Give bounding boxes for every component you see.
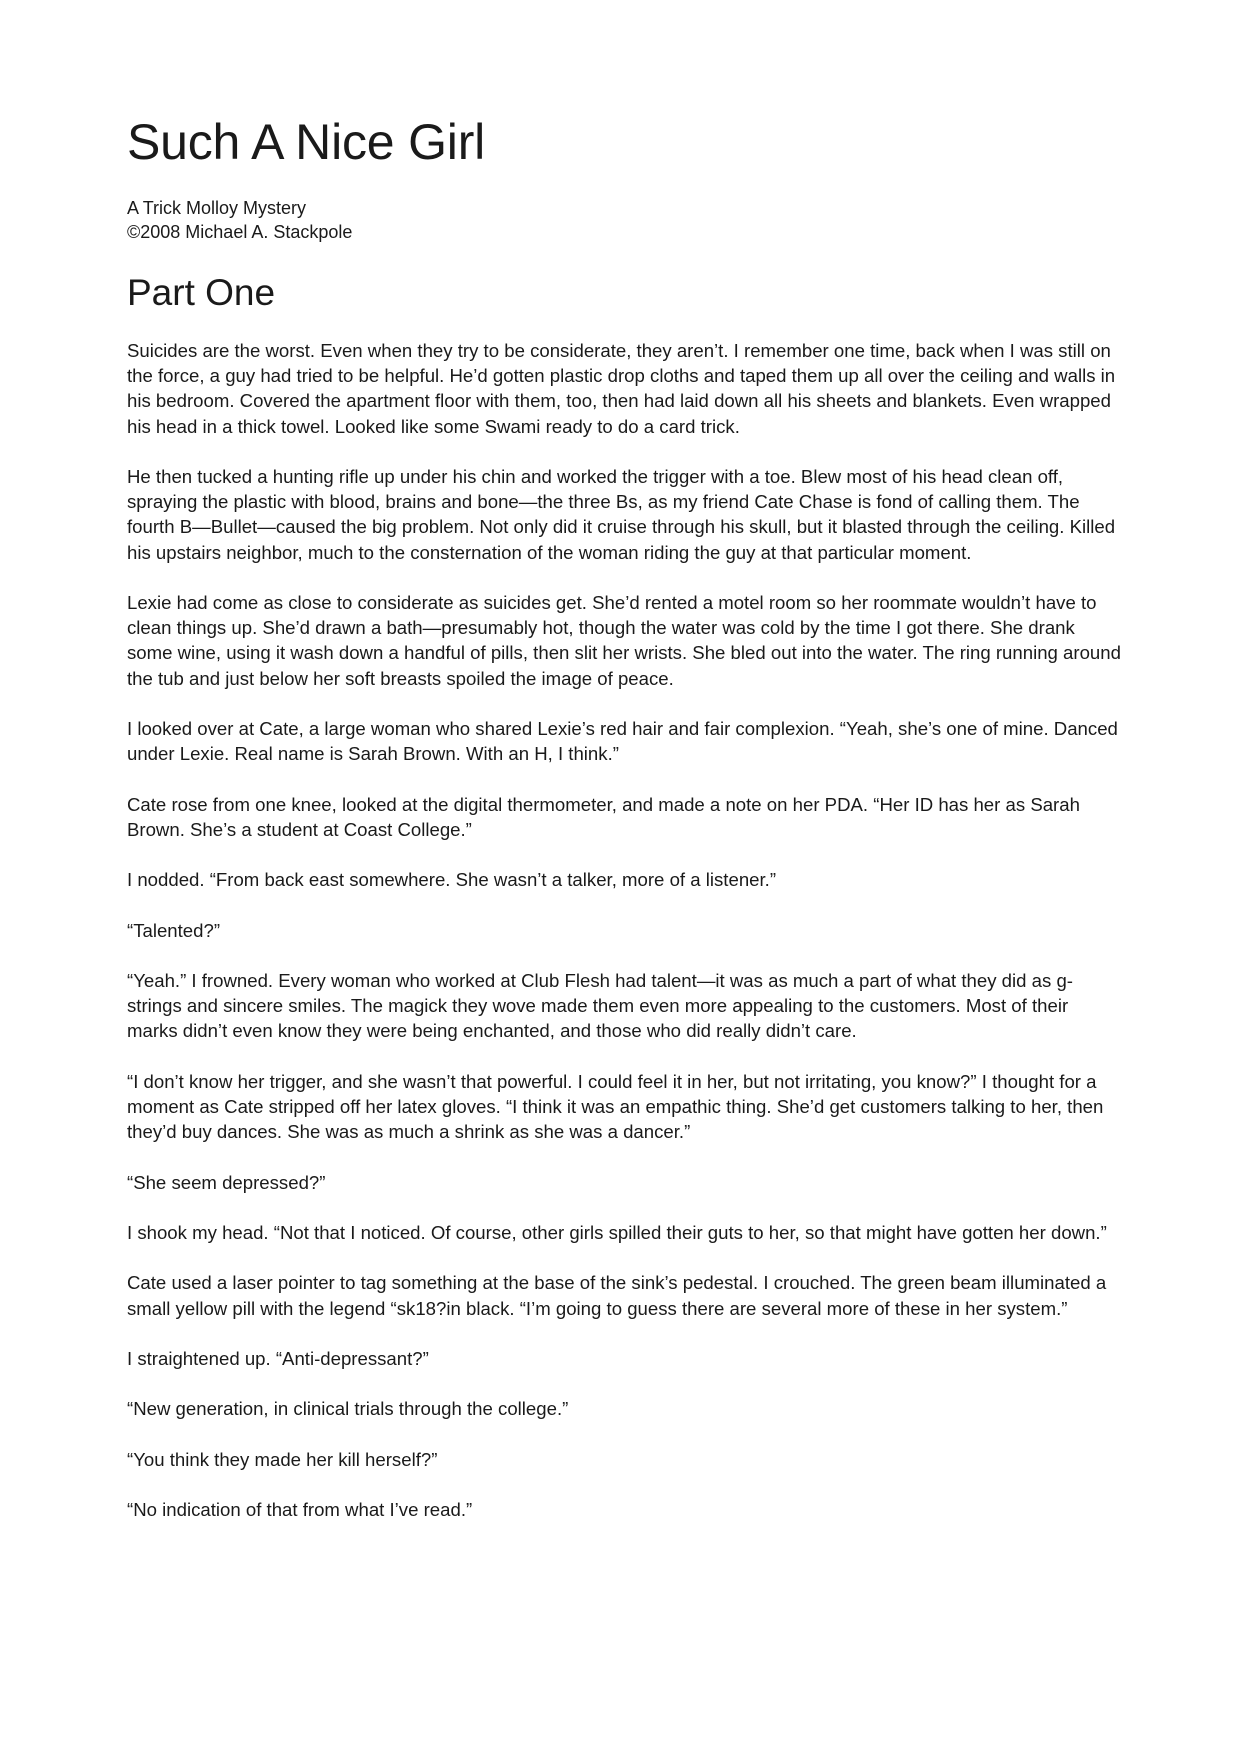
paragraph: “New generation, in clinical trials through the college.” — [127, 1398, 569, 1420]
byline-block — [127, 196, 1122, 244]
paragraph: Lexie had come as close to considerate as suicides get. She’d rented a motel room so her roommate wouldn’t have to clean things up. She’d drawn a bath—presumably hot, though the water was cold by the time I got there. She drank some wine, using it wash down a handful of pills, then slit her wrists. She bled out into the water. The ring running around the tub and just below her soft breasts spoiled the image of peace. — [127, 592, 1121, 689]
paragraph: I nodded. “From back east somewhere. She wasn’t a talker, more of a listener.” — [127, 869, 777, 891]
paragraph: “Talented?” — [127, 919, 221, 941]
copyright-line: ©2008 Michael A. Stackpole — [127, 222, 353, 242]
paragraph: I straightened up. “Anti-depressant?” — [127, 1347, 429, 1369]
paragraph: He then tucked a hunting rifle up under his chin and worked the trigger with a toe. Blew most of his head clean off, spraying the plastic with blood, brains and bone—the three Bs, as my friend Cate Chase is fond of calling them. The fourth B—Bullet—caused the big problem. Not only did it cruise through his skull, but it blasted through the ceiling. Killed his upstairs neighbor, much to the consternation of the woman riding the guy at that particular moment. — [127, 466, 1116, 563]
body-text — [127, 338, 1122, 1522]
paragraph: “I don’t know her trigger, and she wasn’t that powerful. I could feel it in her, but not irritating, you know?” I thought for a moment as Cate stripped off her latex gloves. “I think it was an empathic thing. She’d get customers talking to her, then they’d buy dances. She was as much a shrink as she was a dancer.” — [127, 1070, 1104, 1143]
document-title: Such A Nice Girl — [127, 114, 486, 170]
paragraph: I shook my head. “Not that I noticed. Of course, other girls spilled their guts to her, so that might have gotten her down.” — [127, 1221, 1107, 1243]
paragraph: I looked over at Cate, a large woman who shared Lexie’s red hair and fair complexion. “Yeah, she’s one of mine. Danced under Lexie. Real name is Sarah Brown. With an H, I think.” — [127, 718, 1118, 765]
paragraph: Suicides are the worst. Even when they try to be considerate, they aren’t. I remember one time, back when I was still on the force, a guy had tried to be helpful. He’d gotten plastic drop cloths and taped them up all over the ceiling and walls in his bedroom. Covered the apartment floor with them, too, then had laid down all his sheets and blankets. Even wrapped his head in a thick towel. Looked like some Swami ready to do a card trick. — [127, 340, 1116, 437]
paragraph: “She seem depressed?” — [127, 1171, 326, 1193]
paragraph: “No indication of that from what I’ve read.” — [127, 1499, 473, 1521]
paragraph: Cate rose from one knee, looked at the digital thermometer, and made a note on her PDA. “Her ID has her as Sarah Brown. She’s a student at Coast College.” — [127, 793, 1080, 840]
part-heading: Part One — [127, 272, 276, 313]
paragraph: Cate used a laser pointer to tag something at the base of the sink’s pedestal. I crouched. The green beam illuminated a small yellow pill with the legend “sk18?in black. “I’m going to guess there are several more of these in her system.” — [127, 1272, 1107, 1319]
paragraph: “Yeah.” I frowned. Every woman who worked at Club Flesh had talent—it was as much a part of what they did as g-strings and sincere smiles. The magick they wove made them even more appealing to the customers. Most of their marks didn’t even know they were being enchanted, and those who did really didn’t care. — [127, 969, 1073, 1042]
series-subtitle: A Trick Molloy Mystery — [127, 198, 307, 218]
document-page — [127, 112, 1122, 1548]
paragraph: “You think they made her kill herself?” — [127, 1448, 438, 1470]
